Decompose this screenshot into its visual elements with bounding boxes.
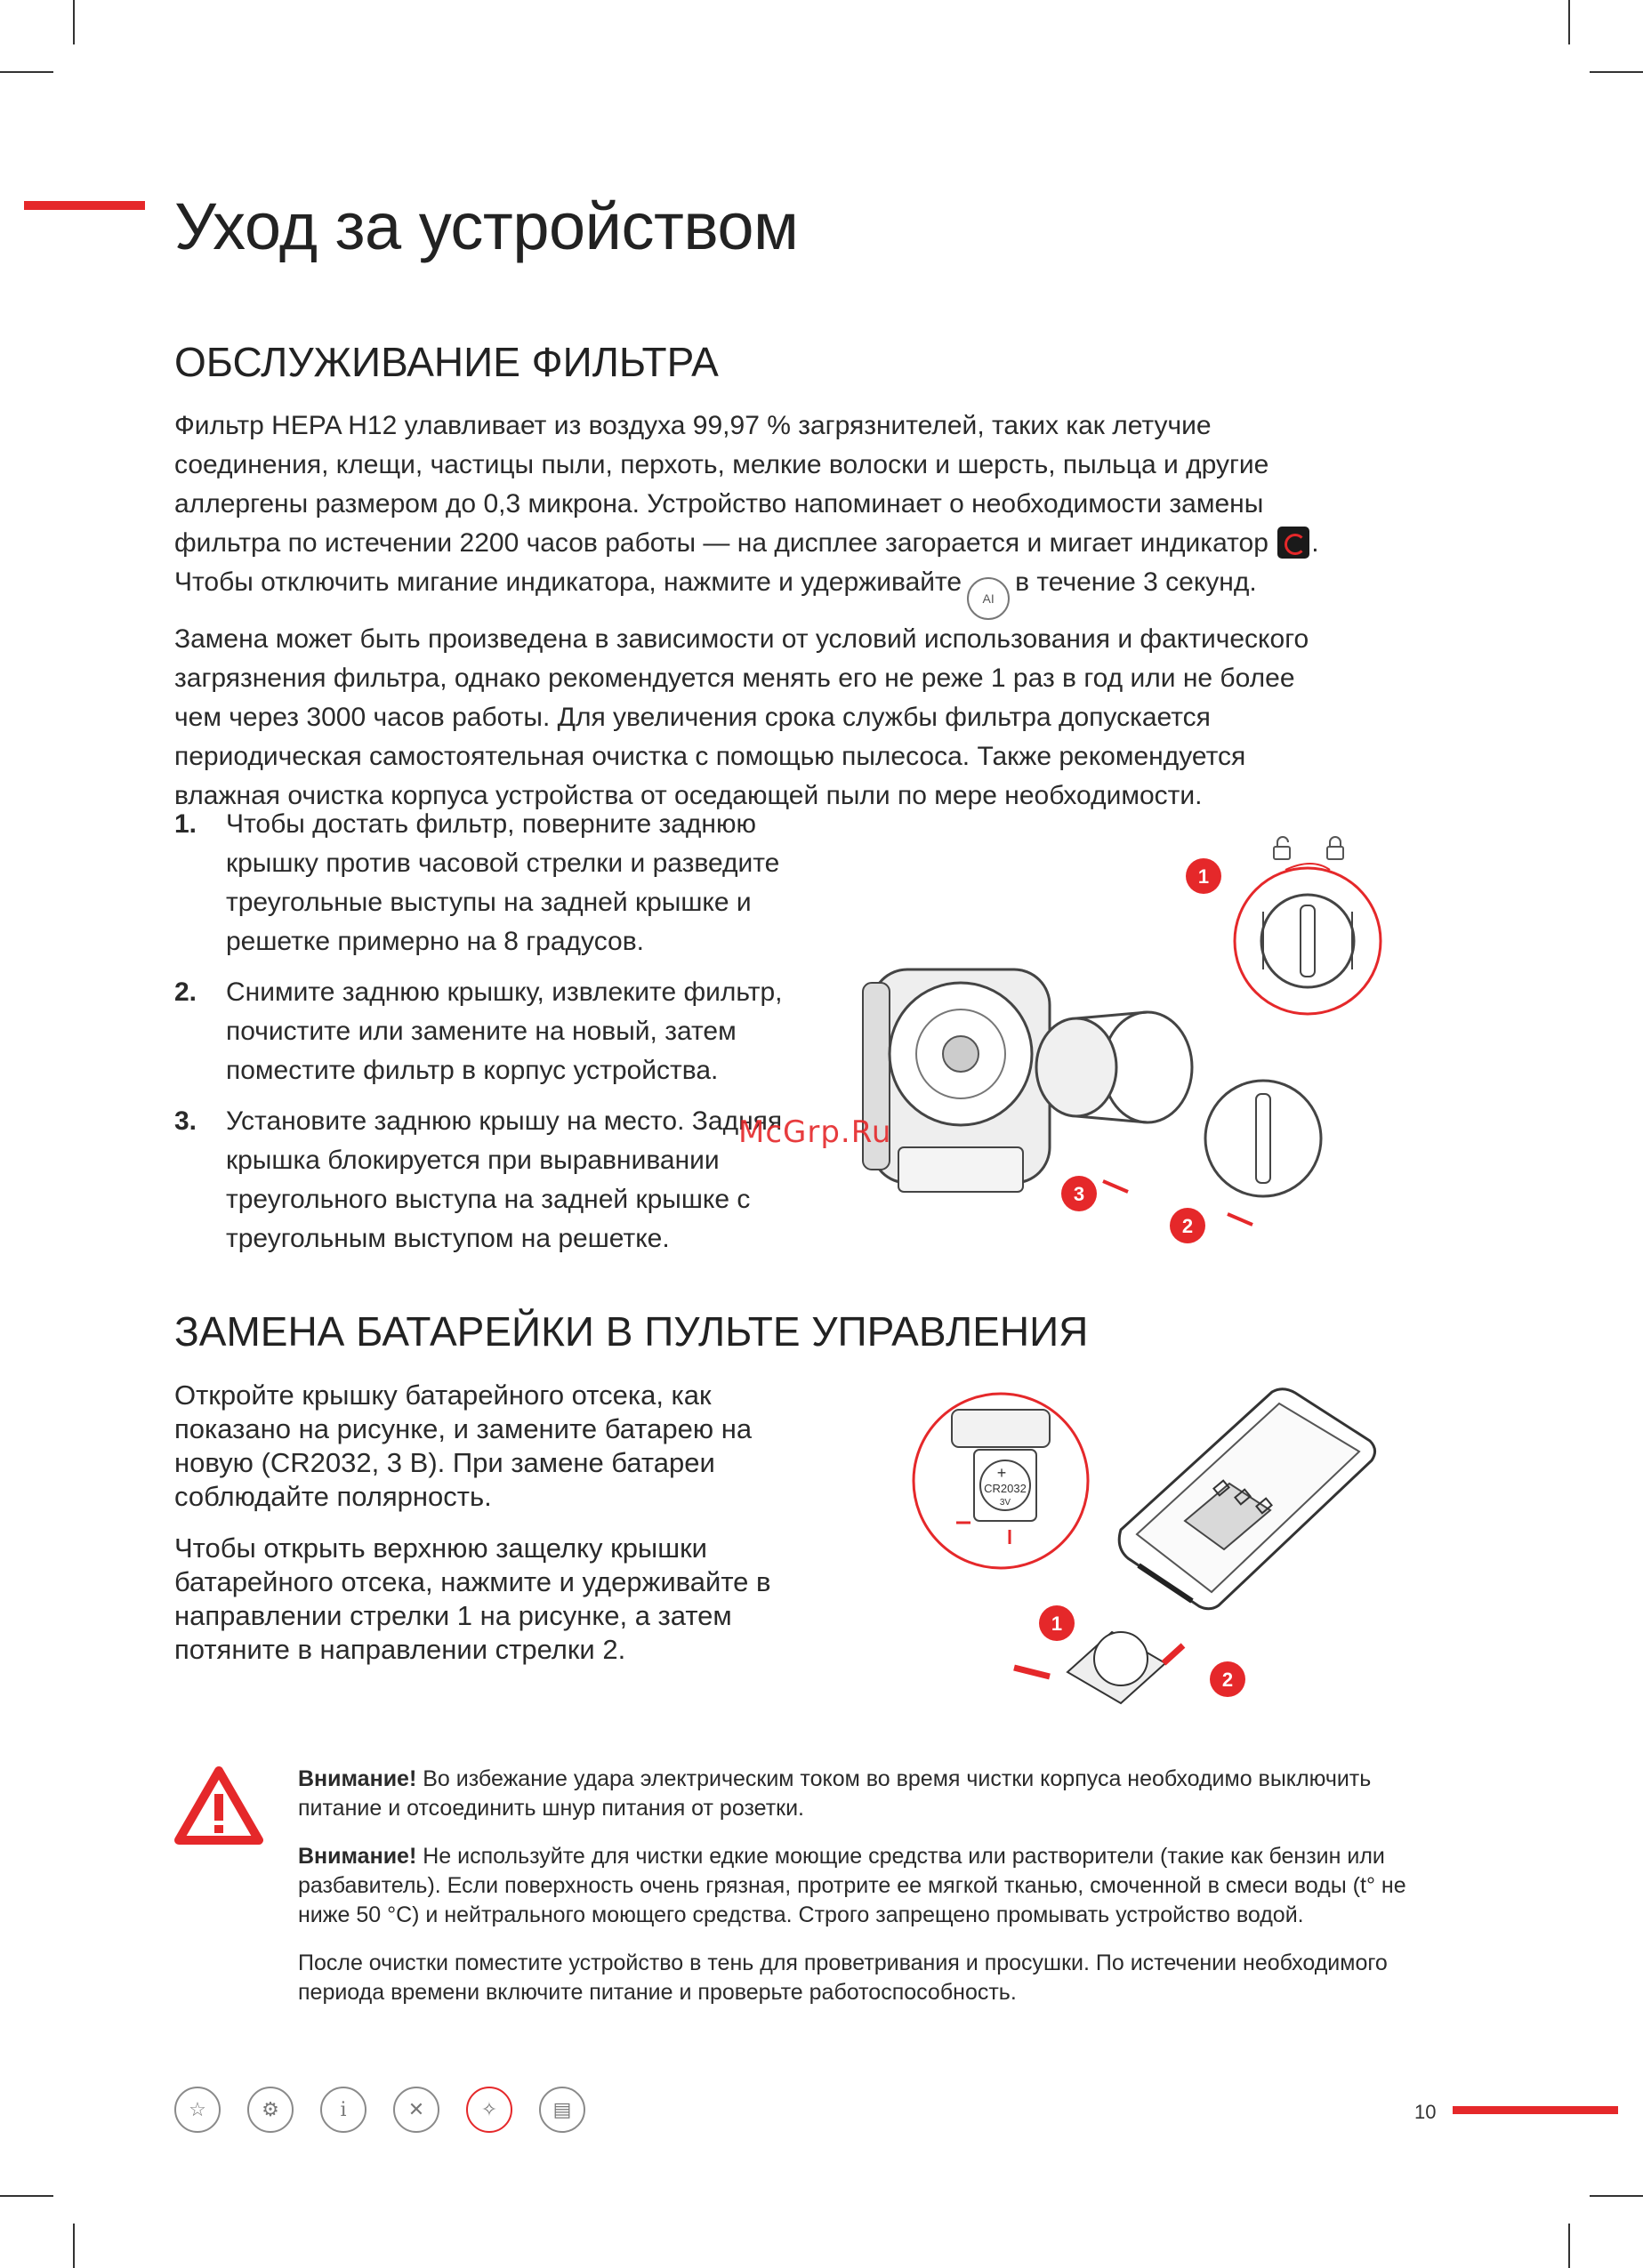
callout-badge: [1170, 1208, 1205, 1243]
warnings-block: [298, 1765, 1428, 2026]
step-item: [174, 805, 833, 961]
callout-badge: [1039, 1605, 1075, 1641]
remote-battery-figure: [898, 1387, 1397, 1717]
warning-label: Внимание!: [298, 1766, 417, 1791]
step-number: 3.: [174, 1106, 197, 1136]
callout-badge: [1061, 1176, 1097, 1211]
text-line: загрязнения фильтра, однако рекомендуется менять его не реже 1 раз в год или не более: [174, 664, 1295, 693]
step-text: Установите заднюю крышу на место. Задняя крышка блокируется при выравнивании треугольного выступа на задней крышке с треугольным выступом на решетке.: [226, 1106, 783, 1253]
svg-text:3: 3: [1073, 1183, 1085, 1205]
crop-mark: [1568, 0, 1570, 44]
watermark: McGrp.Ru: [738, 1114, 892, 1150]
filter-section-title: ОБСЛУЖИВАНИЕ ФИЛЬТРА: [174, 339, 719, 385]
page-title: Уход за устройством: [174, 189, 799, 263]
text-line: влажная очистка корпуса устройства от оседающей пыли по мере необходимости.: [174, 781, 1203, 810]
back-cover-detail: [1261, 895, 1354, 987]
unlock-icon: [1274, 837, 1290, 859]
warning-paragraph: [298, 1765, 1428, 1823]
info-icon[interactable]: i: [320, 2087, 366, 2133]
svg-text:CR2032: CR2032: [984, 1482, 1027, 1495]
step-item: [174, 973, 833, 1090]
header-accent-bar: [24, 201, 145, 210]
battery-instructions: [174, 1379, 833, 1667]
crop-mark: [0, 71, 53, 73]
text-line: чем через 3000 часов работы. Для увеличения срока службы фильтра допускается: [174, 703, 1211, 732]
filter-indicator-icon: [1277, 527, 1309, 559]
back-cover: [1205, 1081, 1321, 1196]
filter-steps-list: [174, 805, 833, 1270]
text-fragment: Чтобы отключить мигание индикатора, нажмите и удерживайте: [174, 567, 962, 597]
warning-paragraph: [298, 1842, 1428, 1930]
svg-text:3V: 3V: [999, 1498, 1011, 1508]
text-line: периодическая самостоятельная очистка с помощью пылесоса. Также рекомендуется: [174, 742, 1246, 771]
step-text: Снимите заднюю крышку, извлеките фильтр, почистите или замените на новый, затем поместите фильтр в корпус устройства.: [226, 977, 783, 1085]
crop-mark: [0, 2195, 53, 2197]
crop-mark: [73, 0, 75, 44]
text-fragment: фильтра по истечении 2200 часов работы — на дисплее загорается и мигает индикатор: [174, 528, 1268, 558]
battery-section-title: ЗАМЕНА БАТАРЕЙКИ В ПУЛЬТЕ УПРАВЛЕНИЯ: [174, 1308, 1089, 1355]
remote-control: [1119, 1389, 1374, 1609]
svg-text:1: 1: [1051, 1613, 1063, 1635]
lock-icon: [1327, 837, 1343, 859]
text-fragment: в течение 3 секунд.: [1015, 567, 1257, 597]
step-number: 2.: [174, 977, 197, 1007]
text-line: [174, 563, 1446, 620]
sparkle-icon[interactable]: ✧: [466, 2087, 512, 2133]
warning-label: Внимание!: [298, 1844, 417, 1869]
footer-accent-bar: [1453, 2106, 1618, 2114]
svg-text:2: 2: [1221, 1669, 1234, 1691]
step-text: Чтобы достать фильтр, поверните заднюю крышку против часовой стрелки и разведите треугольные выступы на задней крышке и решетке примерно на 8 градусов.: [226, 809, 780, 956]
detail-circle: [1235, 868, 1381, 1014]
warning-triangle-icon: [174, 1765, 263, 1846]
callout-badge: [1186, 858, 1221, 894]
svg-text:2: 2: [1181, 1215, 1194, 1237]
warning-text: Во избежание удара электрическим током во время чистки корпуса необходимо выключить питание и отсоединить шнур питания от розетки.: [298, 1766, 1372, 1821]
crop-mark: [73, 2224, 75, 2268]
text-line: соединения, клещи, частицы пыли, перхоть, мелкие волоски и шерсть, пыльца и другие: [174, 450, 1269, 479]
callout-badge: [1210, 1661, 1245, 1697]
text-line: Замена может быть произведена в зависимости от условий использования и фактического: [174, 624, 1309, 654]
tools-icon[interactable]: ✕: [393, 2087, 439, 2133]
document-icon[interactable]: ▤: [539, 2087, 585, 2133]
svg-text:1: 1: [1197, 865, 1210, 888]
svg-text:+: +: [996, 1464, 1007, 1482]
star-icon[interactable]: ☆: [174, 2087, 221, 2133]
text-line: аллергены размером до 0,3 микрона. Устройство напоминает о необходимости замены: [174, 489, 1264, 519]
battery-tray: [1067, 1632, 1165, 1703]
filter-intro-text: [174, 406, 1446, 816]
crop-mark: [1568, 2224, 1570, 2268]
warning-text: Не используйте для чистки едкие моющие средства или растворители (такие как бензин или разбавитель). Если поверхность очень грязная, протрите ее мягкой тканью, смоченной в смеси воды (t° не ниже 50 °C) и нейтрального моющего средства. Строго запрещено промывать устройство водой.: [298, 1844, 1406, 1927]
crop-mark: [1590, 2195, 1643, 2197]
filter-replacement-figure: [845, 827, 1414, 1254]
text-line: [174, 524, 1446, 563]
step-item: [174, 1102, 833, 1259]
ai-button-icon: AI: [967, 577, 1010, 620]
page-number: 10: [1414, 2101, 1437, 2123]
text-line: Фильтр HEPA H12 улавливает из воздуха 99,97 % загрязнителей, таких как летучие: [174, 411, 1212, 440]
paragraph: Откройте крышку батарейного отсека, как показано на рисунке, и замените батарею на новую (CR2032, 3 В). При замене батареи соблюдайте полярность.: [174, 1379, 753, 1512]
after-cleaning-note: После очистки поместите устройство в тень для проветривания и просушки. По истечении необходимого периода времени включите питание и проверьте работоспособность.: [298, 1950, 1388, 2005]
gear-icon[interactable]: ⚙: [247, 2087, 294, 2133]
step-number: 1.: [174, 809, 197, 839]
paragraph: Чтобы открыть верхнюю защелку крышки батарейного отсека, нажмите и удерживайте в направлении стрелки 1 на рисунке, а затем потяните в направлении стрелки 2.: [174, 1532, 771, 1665]
crop-mark: [1590, 71, 1643, 73]
footer-nav: [174, 2087, 585, 2133]
text-fragment: .: [1311, 528, 1319, 558]
